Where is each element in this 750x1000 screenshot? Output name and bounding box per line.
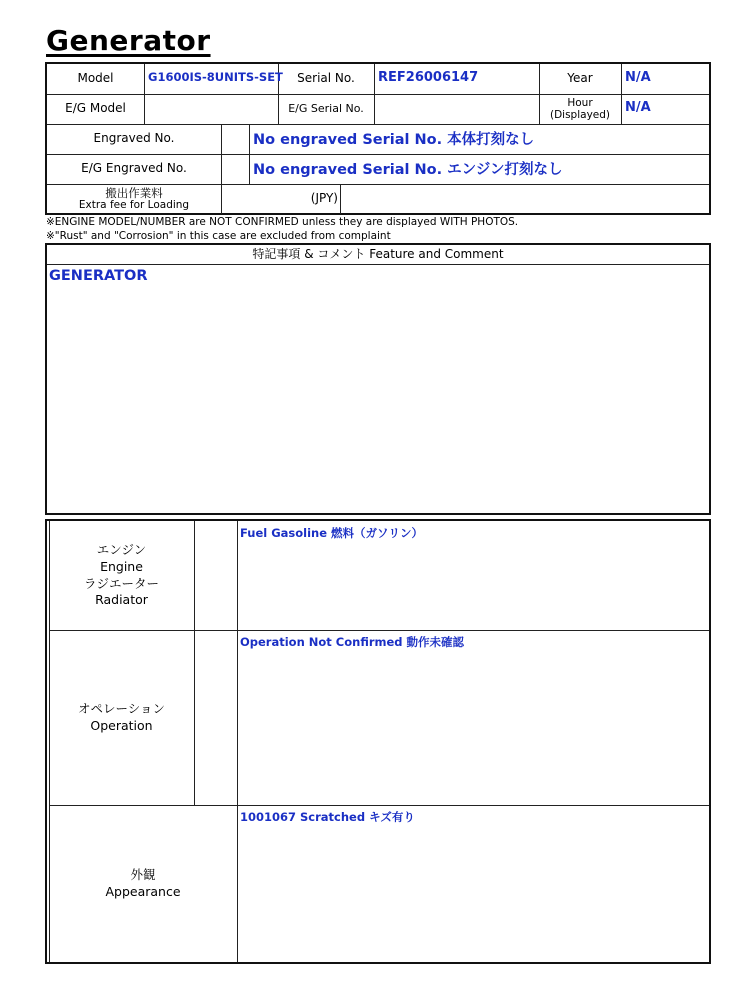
engine-label-en: Engine [100,558,143,574]
eg-serial-label: E/G Serial No. [288,101,364,115]
note-rust: ※"Rust" and "Corrosion" in this case are excluded from complaint [46,230,391,242]
note-engine-model: ※ENGINE MODEL/NUMBER are NOT CONFIRMED unless they are displayed WITH PHOTOS. [46,216,519,228]
year-label: Year [567,71,593,86]
operation-label [49,631,194,805]
engine-label-jp: エンジン [96,541,147,557]
engraved-label: Engraved No. [93,131,175,146]
operation-label-en: Operation [90,718,153,733]
feature-box [45,243,711,515]
operation-comment: Operation Not Confirmed 動作未確認 [240,635,465,649]
serial-label: Serial No. [297,71,355,86]
engine-comment: Fuel Gasoline 燃料（ガソリン） [240,526,424,540]
extra-fee-label-jp: 搬出作業料 [105,186,163,201]
appearance-label [49,806,237,962]
spec-table [45,62,711,215]
engine-radiator-label [49,521,194,630]
serial-value: REF26006147 [378,69,479,85]
eg-model-value [144,94,278,124]
year-value: N/A [625,69,651,85]
appearance-label-jp: 外観 [130,867,156,883]
operation-label-jp: オペレーション [77,701,165,717]
eg-engraved-label: E/G Engraved No. [81,161,187,176]
appearance-comment: 1001067 Scratched キズ有り [240,810,415,824]
page-title: Generator [46,24,211,57]
hour-label [539,94,621,124]
extra-fee-label [47,184,221,214]
model-value: G1600IS-8UNITS-SET [148,70,283,84]
hour-value: N/A [625,99,651,115]
eg-engraved-value: No engraved Serial No. エンジン打刻なし [253,161,563,178]
feature-header: 特記事項 & コメント Feature and Comment [252,247,504,262]
inspection-sections [45,519,711,964]
radiator-label-jp: ラジエーター [83,575,159,591]
feature-content: GENERATOR [49,268,148,284]
appearance-label-en: Appearance [105,884,181,899]
eg-model-label: E/G Model [65,101,126,116]
extra-fee-label-en: Extra fee for Loading [78,198,190,211]
model-label: Model [77,71,114,86]
extra-fee-value [340,184,709,214]
extra-fee-currency: (JPY) [310,191,338,206]
eg-serial-value [374,94,539,124]
hour-label-line2: (Displayed) [549,109,611,121]
engraved-value: No engraved Serial No. 本体打刻なし [253,131,535,148]
hour-label-line1: Hour [567,96,593,109]
radiator-label-en: Radiator [95,592,148,608]
